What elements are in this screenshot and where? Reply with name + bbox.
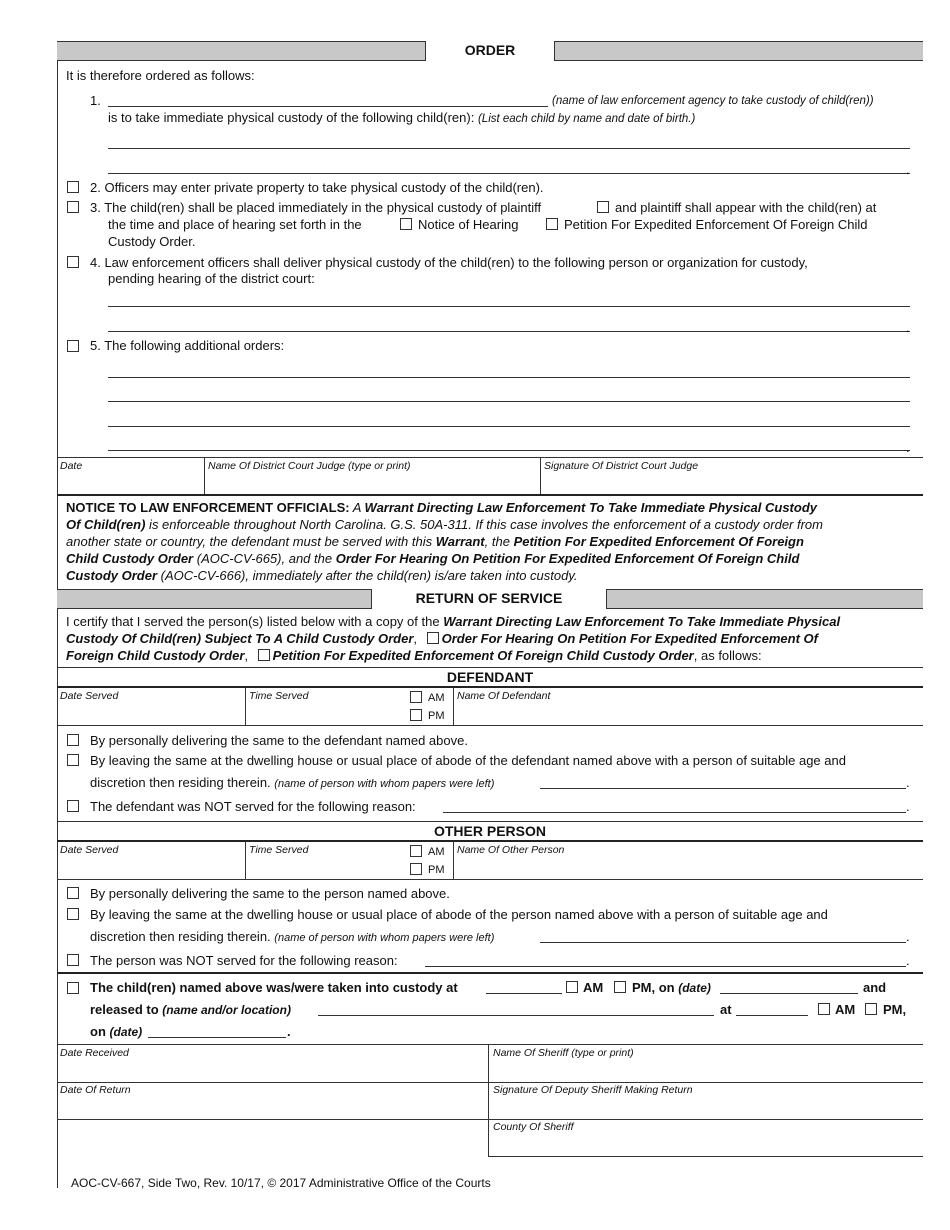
sheriff-grid-row2: [57, 1082, 923, 1083]
other-papers-hint: (name of person with whom papers were left): [274, 932, 495, 944]
other-personal-checkbox[interactable]: [67, 887, 79, 899]
cert-line-1: [66, 613, 921, 630]
petition-checkbox[interactable]: [546, 218, 558, 230]
order-for-hearing-checkbox[interactable]: [427, 632, 439, 644]
other-papers-field[interactable]: [540, 942, 906, 943]
agency-name-field[interactable]: [108, 106, 548, 107]
other-time-served-label: Time Served: [249, 844, 309, 856]
other-dwelling-label: By leaving the same at the dwelling house or usual place of abode of the person named above with a person of suitable age and: [90, 907, 828, 922]
cert-line-3: [66, 647, 921, 664]
other-date-served-label: Date Served: [60, 844, 119, 856]
defendant-personal-checkbox[interactable]: [67, 734, 79, 746]
item1-text-main: is to take immediate physical custody of the following child(ren):: [108, 110, 475, 125]
defendant-reason-field[interactable]: [443, 812, 906, 813]
item4-line2: pending hearing of the district court:: [108, 271, 315, 286]
defendant-dwelling-label: By leaving the same at the dwelling house or usual place of abode of the defendant named above with a person of suitable age and: [90, 753, 846, 768]
divider: [204, 457, 205, 495]
sheriff-grid-row3: [57, 1119, 923, 1120]
custody-pm-on: PM, on: [632, 980, 675, 995]
custodian-line-1[interactable]: [108, 306, 910, 307]
custody-at: at: [720, 1002, 732, 1017]
plaintiff-appear-checkbox[interactable]: [597, 201, 609, 213]
period-mark: .: [906, 929, 910, 944]
order-title: ORDER: [425, 41, 555, 61]
county-label: County Of Sheriff: [493, 1121, 574, 1133]
item3-line1a: 3. The child(ren) shall be placed immediately in the physical custody of plaintiff: [90, 200, 542, 215]
cert-a: I certify that I served the person(s) listed below with a copy of the: [66, 614, 440, 629]
divider: [488, 1044, 489, 1157]
other-pm-checkbox[interactable]: [410, 863, 422, 875]
custody-date-hint: (date): [678, 981, 711, 995]
notice-of-hearing-label: Notice of Hearing: [418, 217, 519, 232]
released-time-field[interactable]: [736, 1015, 808, 1016]
judge-signature-label: Signature Of District Court Judge: [544, 460, 699, 472]
custody-am-label: AM: [583, 980, 604, 995]
children-line-1[interactable]: [108, 148, 910, 149]
additional-orders-line-1[interactable]: [108, 377, 910, 378]
notice-paragraph: [66, 499, 916, 584]
custody-checkbox[interactable]: [67, 982, 79, 994]
divider: [245, 687, 246, 725]
item1-number: 1.: [90, 93, 101, 108]
divider: [540, 457, 541, 495]
sheriff-name-label: Name Of Sheriff (type or print): [493, 1047, 634, 1059]
certification-paragraph: [66, 613, 921, 664]
defendant-pm-label: PM: [428, 710, 445, 722]
other-discretion-text: [90, 929, 494, 946]
sheriff-grid-bottom: [488, 1156, 923, 1157]
defendant-name-label: Name Of Defendant: [457, 690, 551, 702]
order-header: [57, 41, 923, 61]
custody-released-label: released to: [90, 1002, 159, 1017]
item1-text: [108, 110, 695, 127]
defendant-dwelling-checkbox[interactable]: [67, 754, 79, 766]
cert-e: Foreign Child Custody Order: [66, 648, 245, 663]
item2-checkbox[interactable]: [67, 181, 79, 193]
judge-row-top: [57, 457, 923, 458]
other-not-served-label: The person was NOT served for the following reason:: [90, 953, 398, 968]
form-footer: AOC-CV-667, Side Two, Rev. 10/17, © 2017 Administrative Office of the Courts: [71, 1176, 491, 1190]
cert-f: Petition For Expedited Enforcement Of Foreign Child Custody Order: [272, 648, 694, 663]
defendant-am-label: AM: [428, 692, 445, 704]
defendant-row-top: [57, 686, 923, 688]
released-am-label: AM: [835, 1002, 856, 1017]
petition-served-checkbox[interactable]: [258, 649, 270, 661]
additional-orders-line-2[interactable]: [108, 401, 910, 402]
other-title: OTHER PERSON: [433, 823, 546, 839]
judge-row-bottom: [57, 494, 923, 496]
cert-comma: ,: [244, 648, 249, 663]
released-location-field[interactable]: [318, 1015, 714, 1016]
defendant-discretion-text: [90, 775, 494, 792]
date-return-label: Date Of Return: [60, 1084, 131, 1096]
date-label: Date: [60, 460, 83, 472]
custody-on: [90, 1024, 142, 1040]
released-am-checkbox[interactable]: [818, 1003, 830, 1015]
other-dwelling-checkbox[interactable]: [67, 908, 79, 920]
other-reason-field[interactable]: [425, 966, 906, 967]
cert-line-2: [66, 630, 921, 647]
divider: [453, 687, 454, 725]
other-am-label: AM: [428, 846, 445, 858]
defendant-not-served-label: The defendant was NOT served for the following reason:: [90, 799, 416, 814]
custody-am-checkbox[interactable]: [566, 981, 578, 993]
deputy-signature-label: Signature Of Deputy Sheriff Making Return: [493, 1084, 693, 1096]
order-intro: It is therefore ordered as follows:: [66, 68, 255, 83]
notice-line-3: another state or country, the defendant must be served with this Warrant, the Petition For Expedited Enforcement Of Foreign: [66, 534, 804, 549]
return-header: [57, 589, 923, 609]
notice-line-2: Of Child(ren) is enforceable throughout North Carolina. G.S. 50A-311. If this case involves the enforcement of a custody order from: [66, 517, 823, 532]
other-pm-label: PM: [428, 864, 445, 876]
notice-line-5: Custody Order (AOC-CV-666), immediately after the child(ren) is/are taken into custody.: [66, 568, 578, 583]
item3-line1b: and plaintiff shall appear with the child(ren) at: [615, 200, 877, 215]
period-mark: .: [287, 1024, 291, 1039]
divider: [453, 841, 454, 879]
date-received-label: Date Received: [60, 1047, 129, 1059]
petition-label: Petition For Expedited Enforcement Of Foreign Child: [564, 217, 868, 232]
item3-line2a: the time and place of hearing set forth in the: [108, 217, 362, 232]
agency-hint: (name of law enforcement agency to take custody of child(ren)): [552, 95, 874, 107]
other-row-bottom: [57, 879, 923, 880]
cert-d: Order For Hearing On Petition For Expedited Enforcement Of: [441, 631, 818, 646]
notice-line-4: Child Custody Order (AOC-CV-665), and the Order For Hearing On Petition For Expedited Enforcement Of Foreign Child: [66, 551, 800, 566]
custody-line1: The child(ren) named above was/were taken into custody at: [90, 980, 458, 995]
page-left-border: [57, 41, 58, 1188]
defendant-title: DEFENDANT: [446, 669, 534, 685]
item5-text: 5. The following additional orders:: [90, 338, 285, 353]
defendant-not-served-checkbox[interactable]: [67, 800, 79, 812]
item3-checkbox[interactable]: [67, 201, 79, 213]
defendant-date-served-label: Date Served: [60, 690, 119, 702]
custodian-line-2[interactable]: [108, 331, 910, 332]
period-mark: .: [906, 320, 910, 335]
cert-b: Warrant Directing Law Enforcement To Take Immediate Physical: [443, 614, 841, 629]
defendant-discretion: discretion then residing therein.: [90, 775, 271, 790]
period-mark: .: [906, 775, 910, 790]
custody-released: [90, 1002, 291, 1018]
judge-name-label: Name Of District Court Judge (type or print): [208, 460, 411, 472]
item5-checkbox[interactable]: [67, 340, 79, 352]
item2-text: 2. Officers may enter private property to take physical custody of the child(ren).: [90, 180, 544, 195]
other-not-served-checkbox[interactable]: [67, 954, 79, 966]
other-name-label: Name Of Other Person: [457, 844, 565, 856]
defendant-pm-checkbox[interactable]: [410, 709, 422, 721]
custody-time-field[interactable]: [486, 993, 562, 994]
custody-top-rule: [57, 972, 923, 974]
sheriff-grid-top: [57, 1044, 923, 1045]
defendant-row-bottom: [57, 725, 923, 726]
released-pm-label: PM,: [883, 1002, 907, 1017]
cert-c: Custody Of Child(ren) Subject To A Child Custody Order: [66, 631, 414, 646]
other-am-checkbox[interactable]: [410, 845, 422, 857]
custody-and: and: [863, 980, 887, 995]
item1-hint: (List each child by name and date of birth.): [477, 113, 696, 125]
cert-comma: ,: [413, 631, 418, 646]
return-title: RETURN OF SERVICE: [371, 589, 607, 609]
custody-on-label: on: [90, 1024, 106, 1039]
period-mark: .: [906, 953, 910, 968]
notice-lead: NOTICE TO LAW ENFORCEMENT OFFICIALS:: [66, 500, 350, 515]
notice-of-hearing-checkbox[interactable]: [400, 218, 412, 230]
defendant-personal-label: By personally delivering the same to the defendant named above.: [90, 733, 468, 748]
custody-released-hint: (name and/or location): [162, 1003, 291, 1017]
cert-g: , as follows:: [693, 648, 762, 663]
period-mark: .: [906, 162, 910, 177]
released-pm-checkbox[interactable]: [865, 1003, 877, 1015]
period-mark: .: [906, 799, 910, 814]
defendant-time-served-label: Time Served: [249, 690, 309, 702]
item4-line1: 4. Law enforcement officers shall deliver physical custody of the child(ren) to the following person or organization for custody,: [90, 255, 808, 270]
defendant-am-checkbox[interactable]: [410, 691, 422, 703]
custody-pm-label: [632, 980, 711, 996]
custody-pm-checkbox[interactable]: [614, 981, 626, 993]
other-discretion: discretion then residing therein.: [90, 929, 271, 944]
defendant-papers-field[interactable]: [540, 788, 906, 789]
other-personal-label: By personally delivering the same to the person named above.: [90, 886, 450, 901]
children-line-2[interactable]: [108, 173, 910, 174]
released-date-field[interactable]: [148, 1037, 286, 1038]
divider: [245, 841, 246, 879]
notice-line-1: NOTICE TO LAW ENFORCEMENT OFFICIALS: A Warrant Directing Law Enforcement To Take Immediate Physical Custody: [66, 500, 817, 515]
other-row-top: [57, 840, 923, 842]
custody-date-hint-2: (date): [109, 1025, 143, 1039]
item3-line3: Custody Order.: [108, 234, 196, 249]
additional-orders-line-4[interactable]: [108, 450, 910, 451]
item4-checkbox[interactable]: [67, 256, 79, 268]
period-mark: .: [906, 440, 910, 455]
custody-date-field[interactable]: [720, 993, 858, 994]
additional-orders-line-3[interactable]: [108, 426, 910, 427]
defendant-papers-hint: (name of person with whom papers were left): [274, 778, 495, 790]
